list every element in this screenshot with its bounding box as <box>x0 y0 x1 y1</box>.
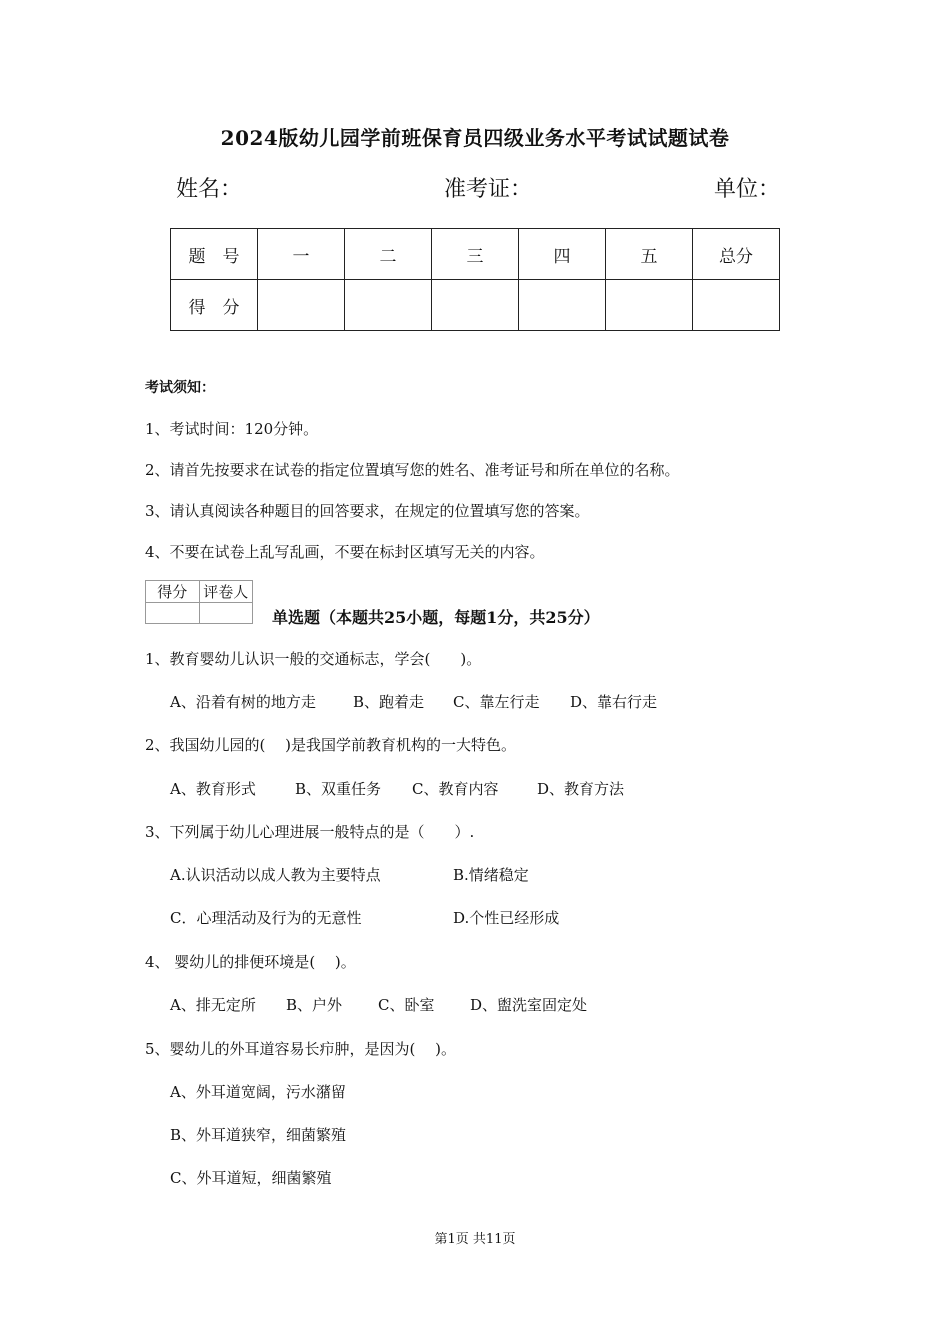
score-table-header-cell: 五 <box>606 229 693 280</box>
question-option: C、靠左行走 <box>453 693 540 711</box>
question-option: B、户外 <box>286 996 343 1014</box>
exam-id-label: 准考证： <box>444 177 533 202</box>
question-option: A、外耳道宽阔，污水潴留 <box>170 1083 346 1101</box>
question-option: A、沿着有树的地方走 <box>170 693 316 711</box>
grader-box <box>145 580 253 624</box>
question-option: D、教育方法 <box>537 780 625 798</box>
question-option: C、卧室 <box>378 996 435 1014</box>
question-option: A、教育形式 <box>170 780 256 798</box>
question-option: D、盥洗室固定处 <box>470 996 588 1014</box>
notice-item: 1、考试时间：120分钟。 <box>145 420 319 438</box>
unit-label: 单位： <box>713 177 780 202</box>
score-table-header-cell: 三 <box>432 229 519 280</box>
name-label: 姓名： <box>176 177 243 202</box>
score-table-score-row <box>171 280 780 331</box>
question-option: A.认识活动以成人教为主要特点 <box>170 866 381 884</box>
question-option: C．心理活动及行为的无意性 <box>170 909 362 927</box>
score-table-header-cell: 二 <box>345 229 432 280</box>
notice-item: 4、不要在试卷上乱写乱画，不要在标封区填写无关的内容。 <box>145 543 545 561</box>
question-stem: 1、教育婴幼儿认识一般的交通标志，学会( )。 <box>145 650 482 668</box>
question-stem: 5、婴幼儿的外耳道容易长疖肿，是因为( )。 <box>145 1040 457 1058</box>
score-cell[interactable] <box>519 280 606 331</box>
score-table <box>170 228 780 331</box>
question-option: A、排无定所 <box>170 996 256 1014</box>
question-option: D、靠右行走 <box>570 693 658 711</box>
score-cell[interactable] <box>258 280 345 331</box>
score-table-header-cell: 四 <box>519 229 606 280</box>
question-option: B.情绪稳定 <box>453 866 529 884</box>
score-cell[interactable] <box>606 280 693 331</box>
question-stem: 3、下列属于幼儿心理进展一般特点的是（ ）. <box>145 823 475 841</box>
question-option: B、外耳道狭窄，细菌繁殖 <box>170 1126 347 1144</box>
grader-score-cell[interactable] <box>146 603 200 624</box>
score-cell[interactable] <box>345 280 432 331</box>
score-table-header-cell: 题 号 <box>171 229 258 280</box>
score-cell[interactable] <box>432 280 519 331</box>
page-title: 2024版幼儿园学前班保育员四级业务水平考试试题试卷 <box>220 126 730 150</box>
notice-title: 考试须知： <box>145 380 215 396</box>
question-option: C、教育内容 <box>412 780 499 798</box>
grader-score-label: 得分 <box>146 581 200 603</box>
notice-item: 2、请首先按要求在试卷的指定位置填写您的姓名、准考证号和所在单位的名称。 <box>145 461 680 479</box>
page-footer: 第1页 共11页 <box>434 1232 516 1247</box>
question-stem: 4、 婴幼儿的排便环境是( )。 <box>145 953 356 971</box>
score-table-header-cell: 一 <box>258 229 345 280</box>
candidate-info-row <box>176 172 780 204</box>
question-option: D.个性已经形成 <box>453 909 560 927</box>
score-cell[interactable] <box>693 280 780 331</box>
question-stem: 2、我国幼儿园的( )是我国学前教育机构的一大特色。 <box>145 736 517 754</box>
score-table-header-cell: 总分 <box>693 229 780 280</box>
question-option: B、跑着走 <box>353 693 425 711</box>
question-option: C、外耳道短，细菌繁殖 <box>170 1169 332 1187</box>
grader-name-cell[interactable] <box>199 603 253 624</box>
notice-item: 3、请认真阅读各种题目的回答要求，在规定的位置填写您的答案。 <box>145 502 590 520</box>
score-row-label: 得 分 <box>171 280 258 331</box>
section-title: 单选题（本题共25小题，每题1分，共25分） <box>272 608 600 627</box>
grader-name-label: 评卷人 <box>199 581 253 603</box>
question-option: B、双重任务 <box>295 780 382 798</box>
score-table-header-row <box>171 229 780 280</box>
